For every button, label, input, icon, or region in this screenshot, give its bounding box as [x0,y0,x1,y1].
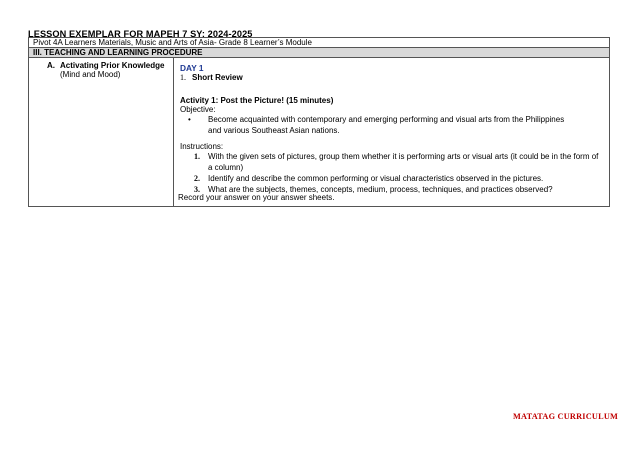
objective-text: Become acquainted with contemporary and emerging performing and visual arts from the Philippines and various Southeast Asian nations. [208,115,565,135]
instruction-steps [194,151,602,195]
section-heading: III. TEACHING AND LEARNING PROCEDURE [29,48,609,58]
procedure-item-marker: A. [47,61,55,70]
document-title: LESSON EXEMPLAR FOR MAPEH 7 SY: 2024-2025 [28,29,253,39]
procedure-item-title: Activating Prior Knowledge [60,61,165,70]
closing-note: Record your answer on your answer sheets. [178,193,335,202]
curriculum-footer: MATATAG CURRICULUM [513,412,619,421]
module-reference: Pivot 4A Learners Materials, Music and Arts of Asia- Grade 8 Learner’s Module [29,38,609,48]
instruction-step [194,173,602,184]
procedure-content-cell [174,58,609,206]
step-text: What are the subjects, themes, concepts, medium, process, techniques, and practices observed? [208,185,553,194]
day-label: DAY 1 [180,63,204,73]
step-number: 1. [194,152,200,161]
procedure-item-heading [47,61,164,70]
procedure-label-cell [29,58,174,206]
step-text: Identify and describe the common performing or visual characteristics observed in the pictures. [208,174,544,183]
step-text: With the given sets of pictures, group them whether it is performing arts or visual arts (it could be in the form of a column) [208,152,599,172]
instruction-step [194,151,602,173]
instructions-label: Instructions: [180,142,224,151]
procedure-item-subtitle: (Mind and Mood) [60,70,121,79]
lesson-table [28,37,610,207]
activity-title: Activity 1: Post the Picture! (15 minutes) [180,96,334,105]
short-review-heading [180,73,243,82]
bullet-icon: • [188,115,191,124]
short-review-title: Short Review [192,73,243,82]
step-number: 3. [194,185,200,194]
short-review-number: 1. [180,73,186,82]
step-number: 2. [194,174,200,183]
objective-label: Objective: [180,105,216,114]
